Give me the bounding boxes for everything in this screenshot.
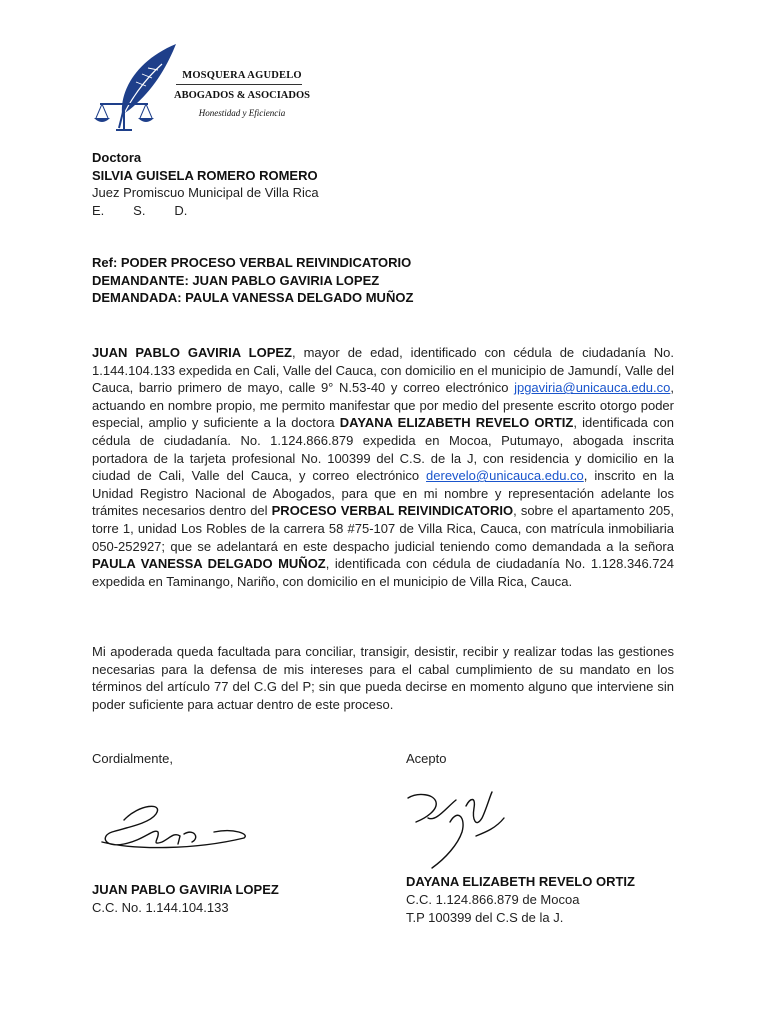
- addressee-name: SILVIA GUISELA ROMERO ROMERO: [92, 167, 318, 183]
- grantor-email-link[interactable]: jpgaviria@unicauca.edu.co: [514, 380, 671, 396]
- signature-block-attorney: [406, 750, 706, 925]
- p1-text-1: , mayor de edad, identificado con cédula de ciudadanía No. 1.144.104.133 expedida en Cali, Valle del Cauca, con domicilio en el municipio de Jamundí, Valle del Cauca, barrio primero de mayo, calle 9° N.53-40 y correo electrónico: [92, 345, 674, 396]
- logo-motto: Honestidad y Eficiencia: [198, 108, 286, 118]
- reference-defendant: DEMANDADA: PAULA VANESSA DELGADO MUÑOZ: [92, 290, 414, 306]
- logo-text: [172, 69, 312, 119]
- closing-cordialmente: Cordialmente,: [92, 751, 173, 766]
- logo-firm-name: MOSQUERA AGUDELO: [182, 70, 302, 81]
- body-paragraph-1: [92, 344, 674, 590]
- attorney-signature-name: DAYANA ELIZABETH REVELO ORTIZ: [406, 874, 635, 889]
- defendant-name: PAULA VANESSA DELGADO MUÑOZ: [92, 556, 326, 572]
- p1-text-6: , identificada con cédula de ciudadanía No. 1.128.346.724 expedida en Taminango, Nariño, con domicilio en el municipio de Villa Rica, Cauca.: [92, 556, 674, 589]
- closing-acepto: Acepto: [406, 751, 447, 766]
- p1-text-2: , actuando en nombre propio, me permito manifestar que por medio del presente escrito otorgo poder especial, amplio y suficiente a la doctora: [92, 380, 674, 431]
- handwritten-signature-grantor: [94, 798, 254, 868]
- reference-title: Ref: PODER PROCESO VERBAL REIVINDICATORIO: [92, 255, 412, 270]
- logo-firm-subtitle: ABOGADOS & ASOCIADOS: [174, 90, 310, 101]
- addressee-position: Juez Promiscuo Municipal de Villa Rica: [92, 185, 319, 201]
- body-paragraph-2: Mi apoderada queda facultada para conciliar, transigir, desistir, recibir y realizar todas las gestiones necesarias para la defensa de mis intereses para el cabal cumplimiento de su mandato en los términos del artículo 77 del C.G del P; sin que pueda decirse en momento alguno que interviene sin poder suficiente para actuar dentro de este proceso.: [92, 644, 674, 712]
- scales-of-justice-icon: [92, 42, 182, 147]
- process-name: PROCESO VERBAL REIVINDICATORIO: [271, 503, 514, 519]
- attorney-id: C.C. 1.124.866.879 de Mocoa: [406, 892, 580, 907]
- p1-text-5: , sobre el apartamento 205, torre 1, unidad Los Robles de la carrera 58 #75-107 de Villa Rica, Cauca, con matrícula inmobiliaria 050-252927; que se adelantará en este despacho judicial teniendo como demandada a la señora: [92, 503, 674, 554]
- signature-block-grantor: [92, 750, 392, 915]
- salutation: Doctora: [92, 150, 142, 165]
- addressee-block: [92, 149, 674, 219]
- p1-text-3: , identificada con cédula de ciudadanía. No. 1.124.866.879 expedida en Mocoa, Putumayo, abogada inscrita portadora de la tarjeta profesional No. 100399 del C.S. de la J, con residencia y domicilio en la ciudad de Cali, Valle del Cauca, y correo electrónico: [92, 415, 674, 484]
- attorney-name: DAYANA ELIZABETH REVELO ORTIZ: [339, 415, 574, 431]
- p1-text-4: , inscrito en la Unidad Registro Nacional de Abogados, para que en mi nombre y representación adelante los trámites necesarios dentro del: [92, 468, 674, 519]
- attorney-professional-card: T.P 100399 del C.S de la J.: [406, 910, 564, 925]
- grantor-id: C.C. No. 1.144.104.133: [92, 900, 229, 915]
- handwritten-signature-attorney: [406, 788, 506, 870]
- grantor-signature-name: JUAN PABLO GAVIRIA LOPEZ: [92, 882, 279, 897]
- reference-block: [92, 254, 674, 307]
- attorney-email-link[interactable]: derevelo@unicauca.edu.co: [426, 468, 584, 484]
- grantor-name: JUAN PABLO GAVIRIA LOPEZ: [92, 345, 292, 360]
- reference-plaintiff: DEMANDANTE: JUAN PABLO GAVIRIA LOPEZ: [92, 272, 380, 288]
- firm-logo: [92, 42, 312, 147]
- esd-line: E. S. D.: [92, 202, 188, 218]
